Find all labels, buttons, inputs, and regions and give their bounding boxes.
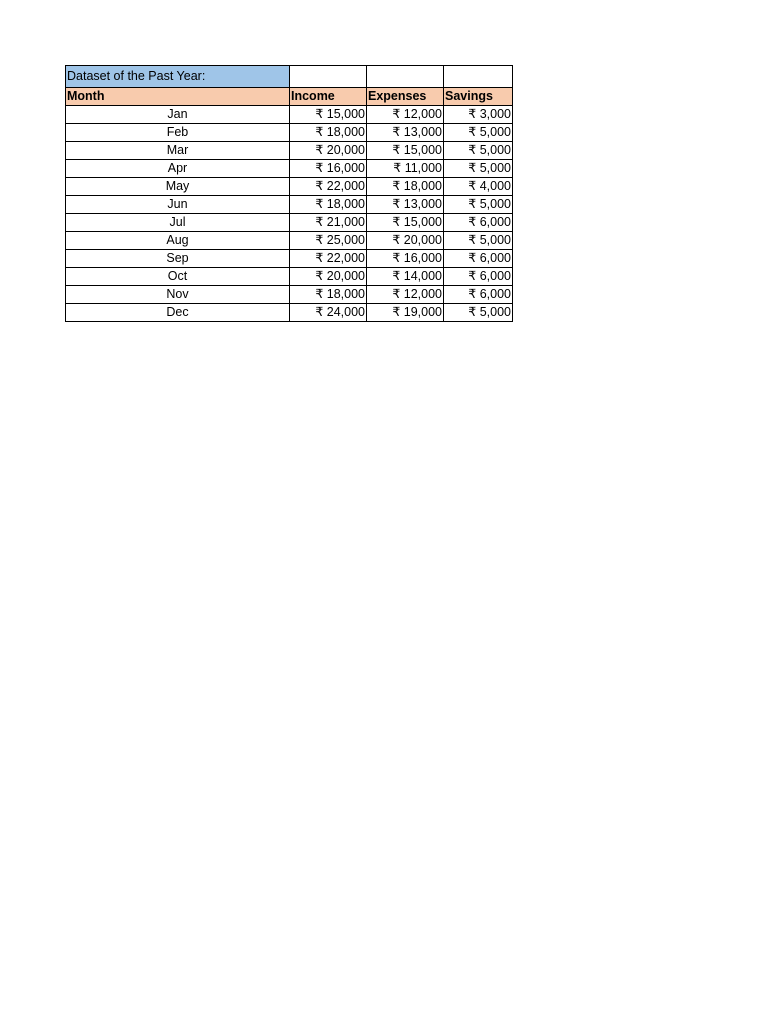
table-row	[66, 124, 513, 142]
cell-expenses[interactable]: ₹ 18,000	[367, 178, 444, 196]
cell-expenses[interactable]: ₹ 20,000	[367, 232, 444, 250]
cell-savings[interactable]: ₹ 6,000	[444, 286, 513, 304]
cell-savings[interactable]: ₹ 5,000	[444, 196, 513, 214]
cell-savings[interactable]: ₹ 6,000	[444, 268, 513, 286]
cell-income[interactable]: ₹ 18,000	[290, 196, 367, 214]
cell-income[interactable]: ₹ 22,000	[290, 178, 367, 196]
header-row	[66, 88, 513, 106]
cell-month[interactable]: Dec	[66, 304, 290, 322]
cell-expenses[interactable]: ₹ 14,000	[367, 268, 444, 286]
cell-income[interactable]: ₹ 18,000	[290, 124, 367, 142]
cell-income[interactable]: ₹ 18,000	[290, 286, 367, 304]
cell-savings[interactable]: ₹ 5,000	[444, 160, 513, 178]
table-row	[66, 232, 513, 250]
cell-savings[interactable]: ₹ 5,000	[444, 142, 513, 160]
table-row	[66, 160, 513, 178]
cell-month[interactable]: Apr	[66, 160, 290, 178]
empty-cell[interactable]	[290, 66, 367, 88]
cell-income[interactable]: ₹ 24,000	[290, 304, 367, 322]
cell-month[interactable]: Jan	[66, 106, 290, 124]
cell-expenses[interactable]: ₹ 19,000	[367, 304, 444, 322]
table-row	[66, 304, 513, 322]
header-income[interactable]: Income	[290, 88, 367, 106]
header-savings[interactable]: Savings	[444, 88, 513, 106]
cell-month[interactable]: Jun	[66, 196, 290, 214]
table-row	[66, 106, 513, 124]
cell-month[interactable]: Mar	[66, 142, 290, 160]
empty-cell[interactable]	[367, 66, 444, 88]
cell-expenses[interactable]: ₹ 12,000	[367, 106, 444, 124]
cell-expenses[interactable]: ₹ 12,000	[367, 286, 444, 304]
table-row	[66, 286, 513, 304]
cell-income[interactable]: ₹ 21,000	[290, 214, 367, 232]
table-row	[66, 250, 513, 268]
cell-savings[interactable]: ₹ 3,000	[444, 106, 513, 124]
title-row	[66, 66, 513, 88]
cell-income[interactable]: ₹ 16,000	[290, 160, 367, 178]
cell-income[interactable]: ₹ 25,000	[290, 232, 367, 250]
cell-income[interactable]: ₹ 22,000	[290, 250, 367, 268]
cell-expenses[interactable]: ₹ 16,000	[367, 250, 444, 268]
cell-month[interactable]: Oct	[66, 268, 290, 286]
cell-month[interactable]: May	[66, 178, 290, 196]
table-title[interactable]: Dataset of the Past Year:	[66, 66, 290, 88]
cell-expenses[interactable]: ₹ 11,000	[367, 160, 444, 178]
cell-savings[interactable]: ₹ 5,000	[444, 304, 513, 322]
table-body	[66, 66, 513, 322]
cell-expenses[interactable]: ₹ 15,000	[367, 214, 444, 232]
cell-income[interactable]: ₹ 15,000	[290, 106, 367, 124]
cell-income[interactable]: ₹ 20,000	[290, 268, 367, 286]
cell-month[interactable]: Nov	[66, 286, 290, 304]
cell-month[interactable]: Feb	[66, 124, 290, 142]
table-row	[66, 142, 513, 160]
cell-month[interactable]: Aug	[66, 232, 290, 250]
cell-savings[interactable]: ₹ 4,000	[444, 178, 513, 196]
cell-savings[interactable]: ₹ 6,000	[444, 214, 513, 232]
cell-savings[interactable]: ₹ 5,000	[444, 124, 513, 142]
cell-expenses[interactable]: ₹ 13,000	[367, 124, 444, 142]
table-row	[66, 178, 513, 196]
dataset-table	[65, 65, 513, 322]
table-row	[66, 196, 513, 214]
cell-savings[interactable]: ₹ 5,000	[444, 232, 513, 250]
cell-month[interactable]: Sep	[66, 250, 290, 268]
cell-expenses[interactable]: ₹ 13,000	[367, 196, 444, 214]
cell-savings[interactable]: ₹ 6,000	[444, 250, 513, 268]
cell-income[interactable]: ₹ 20,000	[290, 142, 367, 160]
cell-month[interactable]: Jul	[66, 214, 290, 232]
table-row	[66, 268, 513, 286]
table-row	[66, 214, 513, 232]
header-month[interactable]: Month	[66, 88, 290, 106]
cell-expenses[interactable]: ₹ 15,000	[367, 142, 444, 160]
empty-cell[interactable]	[444, 66, 513, 88]
header-expenses[interactable]: Expenses	[367, 88, 444, 106]
